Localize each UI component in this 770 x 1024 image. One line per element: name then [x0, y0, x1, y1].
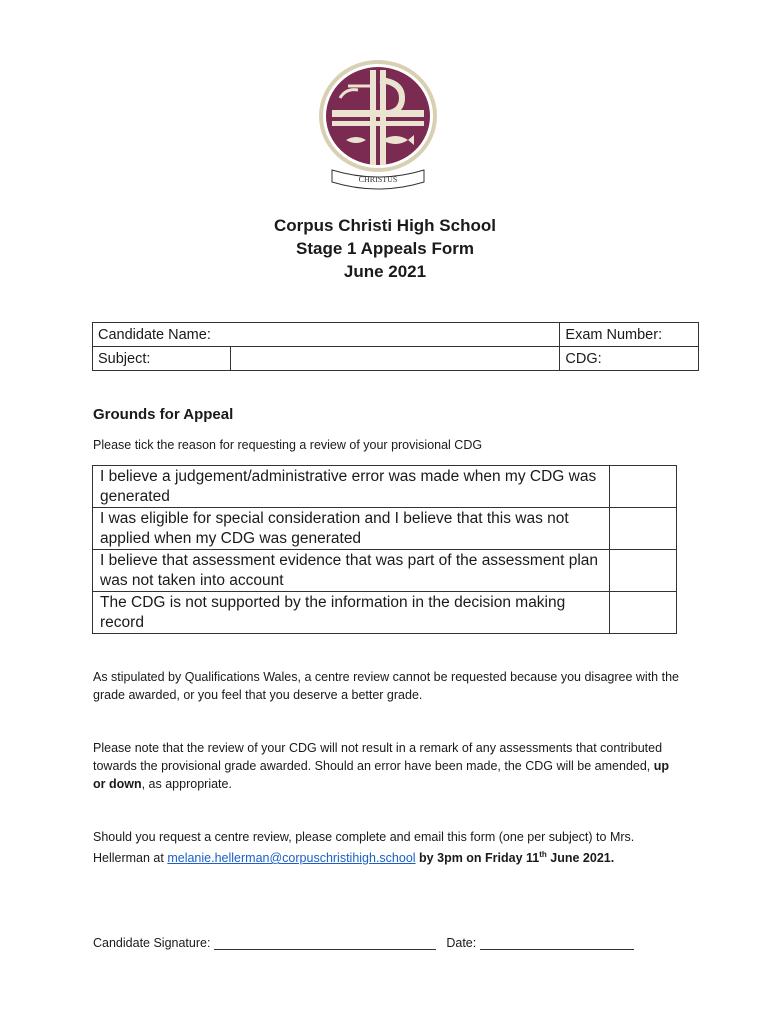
review-note-emphasis: up or down — [93, 759, 670, 791]
form-date: June 2021 — [343, 262, 427, 281]
reason-tick-box[interactable] — [610, 592, 677, 634]
deadline-text — [416, 851, 615, 865]
reason-row — [93, 550, 677, 592]
grounds-instruction: Please tick the reason for requesting a review of your provisional CDG — [93, 438, 483, 452]
reason-text: I believe a judgement/administrative error was made when my CDG was generated — [93, 466, 610, 508]
subject-field[interactable] — [231, 347, 560, 371]
reason-text: I was eligible for special consideration and I believe that this was not applied when my CDG was generated — [93, 508, 610, 550]
exam-number-label: Exam Number: — [565, 326, 663, 343]
reason-tick-box[interactable] — [610, 550, 677, 592]
date-label: Date: — [446, 936, 477, 950]
date-field[interactable] — [480, 935, 634, 950]
signature-field[interactable] — [214, 935, 436, 950]
review-note-end: , as appropriate. — [141, 777, 232, 791]
email-link[interactable]: melanie.hellerman@corpuschristihigh.school — [167, 851, 416, 866]
reason-text: The CDG is not supported by the information in the decision making record — [93, 592, 610, 634]
reason-tick-box[interactable] — [610, 466, 677, 508]
form-title: Stage 1 Appeals Form — [296, 239, 474, 258]
candidate-name-label: Candidate Name: — [98, 326, 211, 343]
crest-ribbon-text: CHRISTUS — [358, 175, 398, 184]
grounds-heading: Grounds for Appeal — [93, 406, 234, 423]
signature-label: Candidate Signature: — [93, 936, 211, 950]
submission-instructions — [93, 828, 683, 867]
candidate-info-table — [92, 322, 699, 371]
form-header — [0, 214, 770, 283]
qualifications-wales-note: As stipulated by Qualifications Wales, a centre review cannot be requested because you disagree with the grade awarded, or you feel that you deserve a better grade. — [93, 670, 679, 702]
reason-tick-box[interactable] — [610, 508, 677, 550]
submission-text: Should you request a centre review, please complete and email this form (one per subject) to Mrs. Hellerman at — [93, 830, 635, 866]
candidate-name-field[interactable] — [93, 323, 560, 347]
reason-row — [93, 466, 677, 508]
reasons-table — [92, 465, 677, 634]
reason-row — [93, 508, 677, 550]
subject-label: Subject: — [98, 350, 151, 367]
review-note — [93, 739, 683, 793]
deadline-day: by 3pm on Friday 11 — [415, 851, 540, 866]
reason-row — [93, 592, 677, 634]
subject-label-cell — [93, 347, 231, 371]
cdg-label: CDG: — [565, 350, 602, 367]
signature-row — [93, 935, 634, 950]
review-note-text: Please note that the review of your CDG will not result in a remark of any assessments that contributed towards the provisional grade awarded. Should an error have been made, the CDG will be amended, — [93, 741, 663, 773]
cdg-field[interactable] — [560, 347, 699, 371]
school-name: Corpus Christi High School — [274, 216, 496, 235]
deadline-ordinal: th — [539, 850, 547, 859]
deadline-month: June 2021. — [546, 851, 615, 866]
exam-number-field[interactable] — [560, 323, 699, 347]
reason-text: I believe that assessment evidence that was part of the assessment plan was not taken into account — [93, 550, 610, 592]
school-crest-logo — [318, 60, 438, 192]
